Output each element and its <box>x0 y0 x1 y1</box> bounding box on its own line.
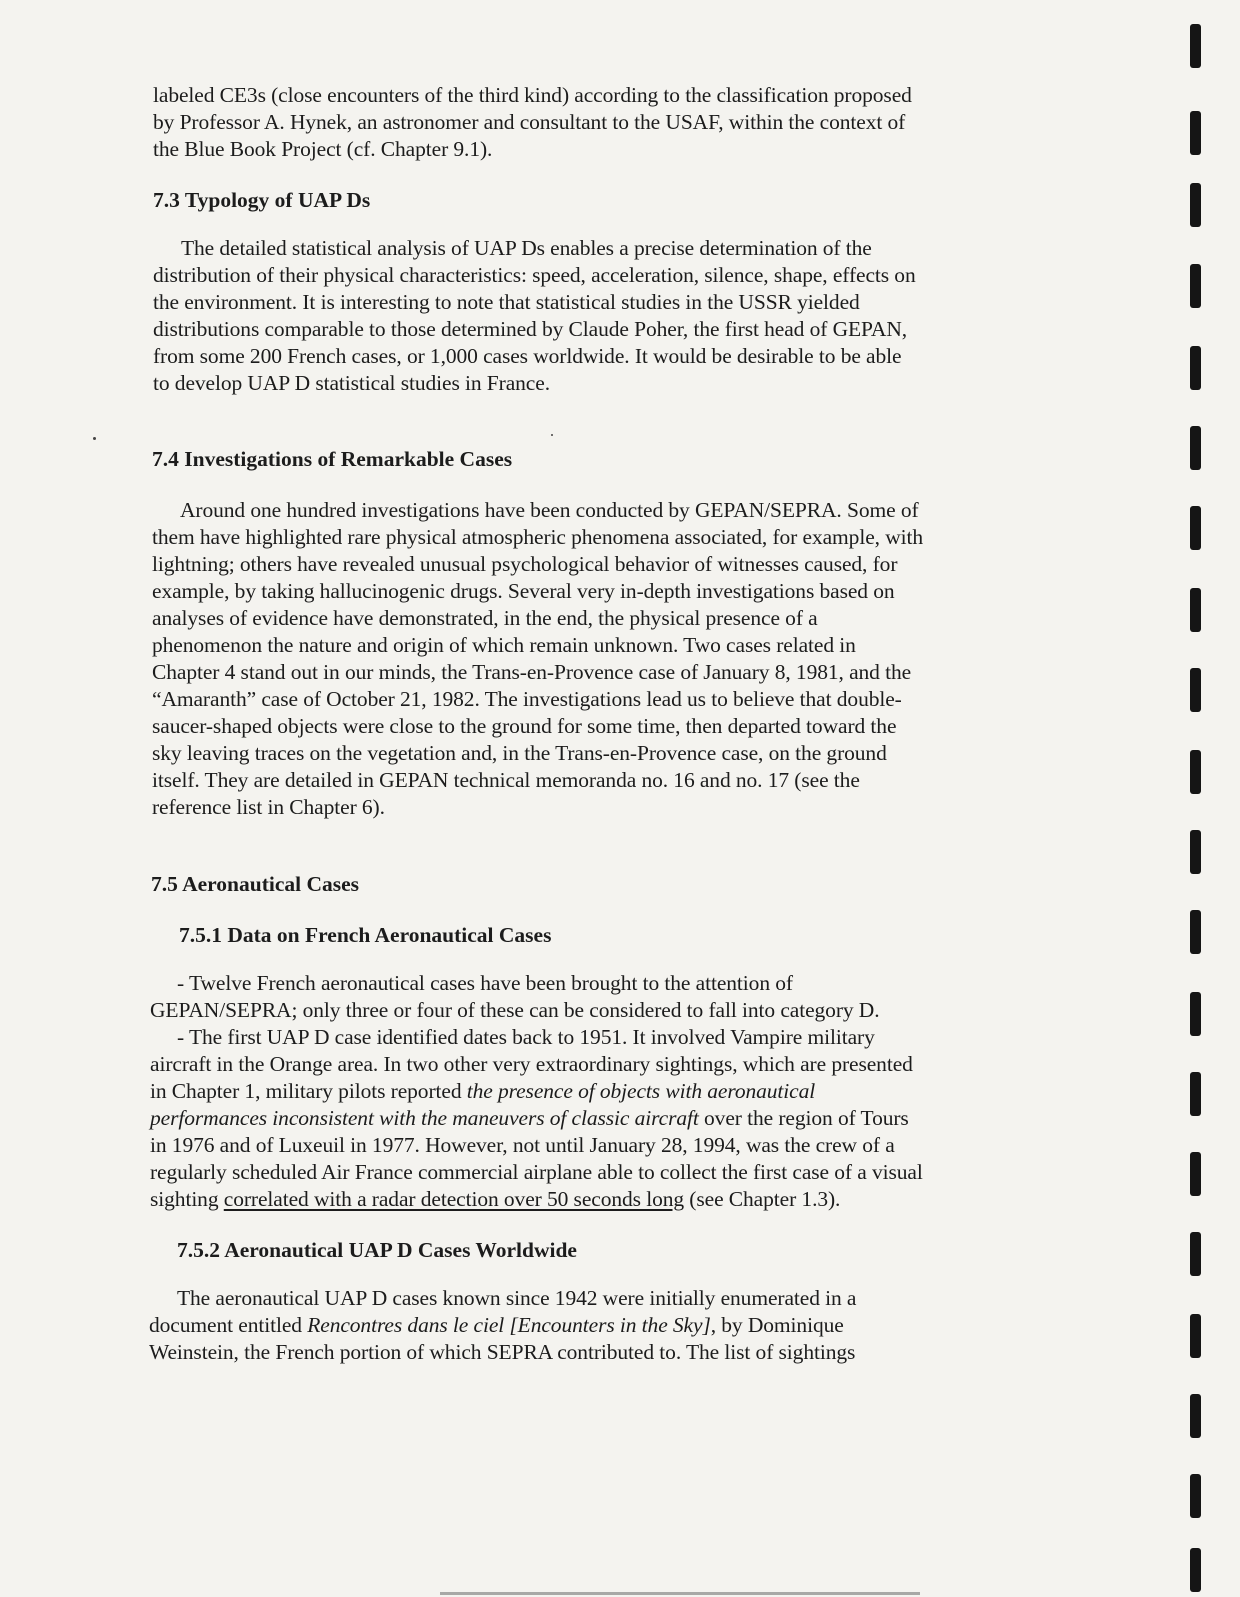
sec73-line-1: The detailed statistical analysis of UAP Ds enables a precise determination of the <box>181 236 872 260</box>
sec74-line-7: Chapter 4 stand out in our minds, the Trans-en-Provence case of January 8, 1981, and the <box>152 660 912 684</box>
sec752-line-2-text: document entitled <box>149 1313 308 1337</box>
binding-hole <box>1190 24 1201 68</box>
sec751-line-2: GEPAN/SEPRA; only three or four of these can be considered to fall into category D. <box>150 998 880 1022</box>
sec751-line-9-underlined: correlated with a radar detection over 50 seconds long <box>223 1187 685 1211</box>
binding-hole <box>1190 264 1201 308</box>
section-7-5-1-heading: 7.5.1 Data on French Aeronautical Cases <box>179 923 552 947</box>
sec74-line-8: “Amaranth” case of October 21, 1982. The investigations lead us to believe that double- <box>152 687 902 711</box>
binding-hole <box>1190 1232 1201 1276</box>
sec751-line-5-italic: the presence of objects with aeronautical <box>466 1079 816 1103</box>
sec74-line-10: sky leaving traces on the vegetation and, in the Trans-en-Provence case, on the ground <box>152 741 887 765</box>
section-7-4-heading: 7.4 Investigations of Remarkable Cases <box>152 447 513 471</box>
sec751-line-4: aircraft in the Orange area. In two other very extraordinary sightings, which are presented <box>150 1052 913 1076</box>
sec751-line-5 <box>150 1078 815 1105</box>
section-7-5-2-heading: 7.5.2 Aeronautical UAP D Cases Worldwide <box>177 1238 577 1262</box>
scan-speck <box>93 437 96 440</box>
sec74-line-2: them have highlighted rare physical atmospheric phenomena associated, for example, with <box>152 525 924 549</box>
binding-hole <box>1190 668 1201 712</box>
sec74-line-4: example, by taking hallucinogenic drugs. Several very in-depth investigations based on <box>152 579 895 603</box>
scan-speck <box>551 434 553 436</box>
sec752-line-2 <box>149 1312 844 1339</box>
sec751-line-6 <box>150 1105 909 1132</box>
sec73-line-2: distribution of their physical characteristics: speed, acceleration, silence, shape, effects on <box>153 263 916 287</box>
binding-hole <box>1190 1152 1201 1196</box>
sec73-line-3: the environment. It is interesting to note that statistical studies in the USSR yielded <box>153 290 860 314</box>
sec751-line-7: in 1976 and of Luxeuil in 1977. However, not until January 28, 1994, was the crew of a <box>150 1133 895 1157</box>
sec751-line-6-italic: performances inconsistent with the maneuvers of classic aircraft <box>150 1106 699 1130</box>
binding-hole <box>1190 1548 1201 1592</box>
binding-hole <box>1190 588 1201 632</box>
sec74-line-9: saucer-shaped objects were close to the ground for some time, then departed toward the <box>152 714 897 738</box>
sec74-line-3: lightning; others have revealed unusual psychological behavior of witnesses caused, for <box>152 552 898 576</box>
binding-hole <box>1190 506 1201 550</box>
sec74-line-6: phenomenon the nature and origin of which remain unknown. Two cases related in <box>152 633 856 657</box>
section-7-5-heading: 7.5 Aeronautical Cases <box>151 872 360 896</box>
sec74-line-1: Around one hundred investigations have been conducted by GEPAN/SEPRA. Some of <box>180 498 919 522</box>
binding-hole <box>1190 1072 1201 1116</box>
sec751-line-6-text: over the region of Tours <box>698 1106 909 1130</box>
intro-line-1: labeled CE3s (close encounters of the third kind) according to the classification proposed <box>153 83 912 107</box>
intro-line-2: by Professor A. Hynek, an astronomer and consultant to the USAF, within the context of <box>153 110 906 134</box>
binding-hole <box>1190 750 1201 794</box>
sec74-line-11: itself. They are detailed in GEPAN technical memoranda no. 16 and no. 17 (see the <box>152 768 860 792</box>
sec751-line-9-text: sighting <box>150 1187 224 1211</box>
binding-hole <box>1190 992 1201 1036</box>
sec751-line-9-tail: (see Chapter 1.3). <box>684 1187 841 1211</box>
sec73-line-5: from some 200 French cases, or 1,000 cases worldwide. It would be desirable to be able <box>153 344 902 368</box>
binding-hole <box>1190 111 1201 155</box>
sec752-line-2-italic: Rencontres dans le ciel [Encounters in the Sky] <box>307 1313 711 1337</box>
sec752-line-3: Weinstein, the French portion of which SEPRA contributed to. The list of sightings <box>149 1340 856 1364</box>
sec74-line-12: reference list in Chapter 6). <box>152 795 385 819</box>
intro-line-3: the Blue Book Project (cf. Chapter 9.1). <box>153 137 493 161</box>
sec73-line-6: to develop UAP D statistical studies in France. <box>153 371 550 395</box>
binding-hole <box>1190 910 1201 954</box>
sec751-line-3: - The first UAP D case identified dates back to 1951. It involved Vampire military <box>177 1025 875 1049</box>
section-7-3-heading: 7.3 Typology of UAP Ds <box>153 188 371 212</box>
sec751-line-5-text: in Chapter 1, military pilots reported <box>150 1079 467 1103</box>
binding-hole <box>1190 183 1201 227</box>
binding-hole <box>1190 830 1201 874</box>
binding-hole <box>1190 1474 1201 1518</box>
sec752-line-1: The aeronautical UAP D cases known since 1942 were initially enumerated in a <box>177 1286 857 1310</box>
binding-hole <box>1190 426 1201 470</box>
sec751-line-8: regularly scheduled Air France commercial airplane able to collect the first case of a visual <box>150 1160 923 1184</box>
binding-hole <box>1190 1394 1201 1438</box>
binding-hole <box>1190 346 1201 390</box>
page-bottom-edge <box>440 1592 920 1595</box>
sec74-line-5: analyses of evidence have demonstrated, in the end, the physical presence of a <box>152 606 818 630</box>
sec73-line-4: distributions comparable to those determined by Claude Poher, the first head of GEPAN, <box>153 317 908 341</box>
binding-holes <box>1190 0 1230 1597</box>
sec751-line-1: - Twelve French aeronautical cases have been brought to the attention of <box>177 971 793 995</box>
sec752-line-2-tail: , by Dominique <box>710 1313 844 1337</box>
binding-hole <box>1190 1314 1201 1358</box>
sec751-line-9 <box>150 1186 840 1213</box>
